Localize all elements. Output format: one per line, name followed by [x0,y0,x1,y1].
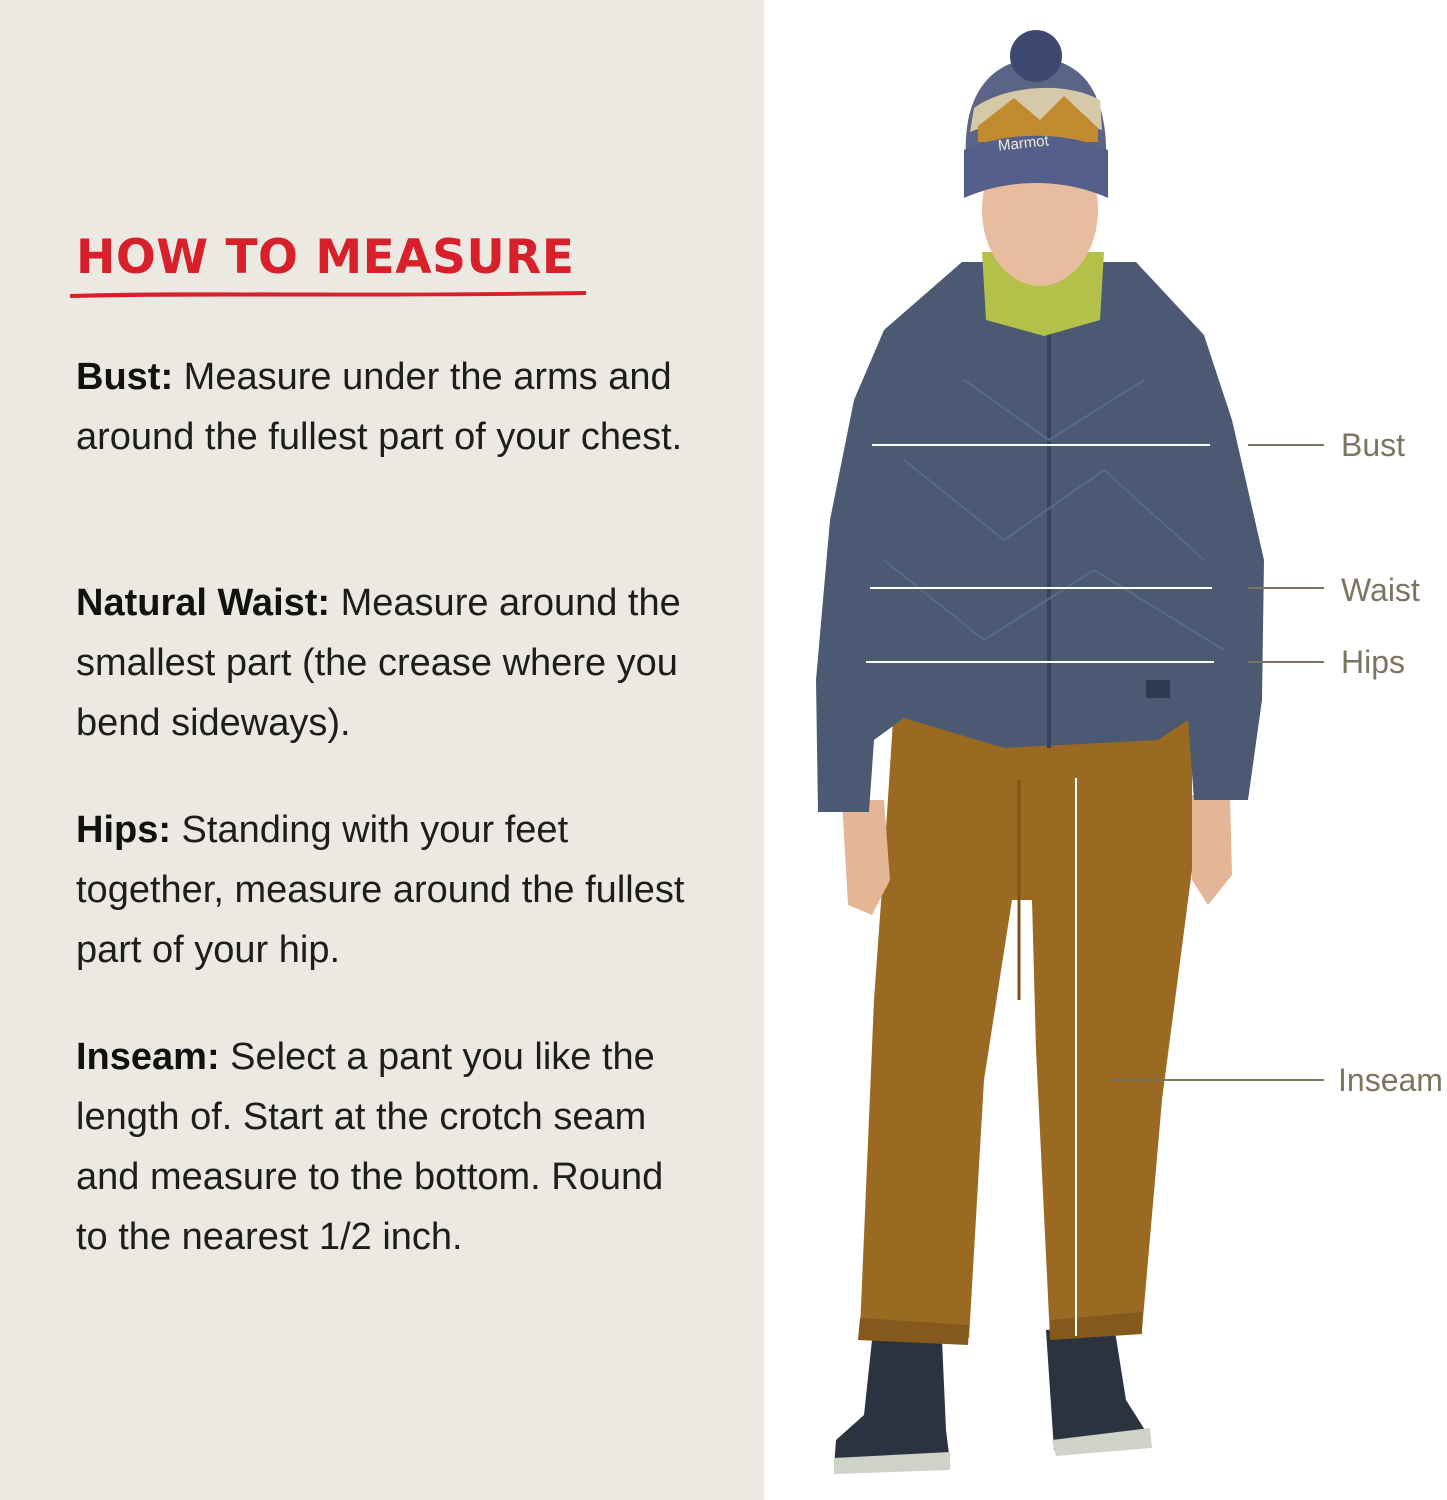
hips-label: Hips [1341,644,1406,680]
bust-text: Measure under the arms and around the fullest part of your chest. [76,356,683,458]
inseam-term: Inseam: [76,1036,220,1078]
waist-term: Natural Waist: [76,582,331,624]
pants-illustration [858,705,1192,1345]
hips-text: Standing with your feet together, measure around the fullest part of your hip. [76,809,685,971]
bust-instruction [76,347,696,467]
waist-label: Waist [1341,572,1420,608]
hips-instruction [76,800,696,980]
model-figure [764,0,1447,1500]
bust-label: Bust [1341,427,1406,463]
beanie-illustration [964,30,1108,198]
inseam-instruction [76,1027,696,1267]
waist-text: Measure around the smallest part (the crease where you bend sideways). [76,582,681,744]
title-underline [68,286,588,300]
page-title: HOW TO MEASURE [76,230,575,285]
waist-instruction [76,573,696,753]
boots-illustration [834,1325,1152,1474]
jacket-illustration [816,262,1264,812]
inseam-label: Inseam [1338,1062,1443,1098]
beanie-logo: Marmot [997,132,1050,155]
hips-term: Hips: [76,809,171,851]
inseam-text: Select a pant you like the length of. Start at the crotch seam and measure to the bottom. Round to the nearest 1/2 inch. [76,1036,664,1258]
bust-term: Bust: [76,356,174,398]
model-photo [764,0,1447,1500]
